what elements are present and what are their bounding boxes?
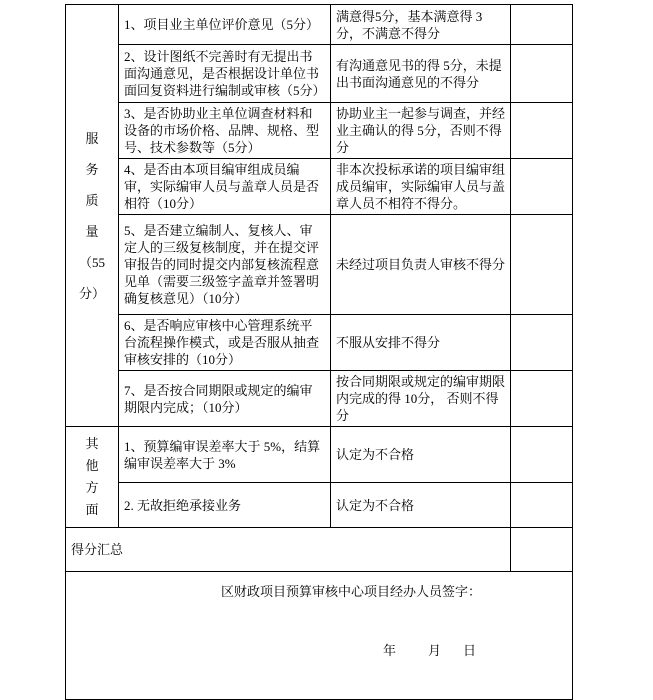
evaluation-table: [65, 4, 573, 700]
standard-cell: 认定为不合格: [331, 483, 511, 528]
score-cell[interactable]: [511, 5, 573, 45]
date-month-label: 月: [428, 643, 442, 658]
standard-cell: 认定为不合格: [331, 427, 511, 483]
criteria-cell: 2. 无故拒绝承接业务: [119, 483, 331, 528]
standard-cell: 协助业主一起参与调查，并经业主确认的得 5分，否则不得分: [331, 103, 511, 159]
signature-label: 区财政项目预算审核中心项目经办人员签字：: [221, 584, 482, 599]
criteria-cell: 1、预算编审误差率大于 5%，结算编审误差率大于 3%: [119, 427, 331, 483]
criteria-cell: 1、项目业主单位评价意见（5分）: [119, 5, 331, 45]
summary-label-cell: 得分汇总: [66, 528, 511, 572]
table-row: [66, 315, 573, 371]
standard-cell: 按合同期限或规定的编审期限内完成的得 10分， 否则不得分: [331, 371, 511, 427]
criteria-cell: 2、设计图纸不完善时有无提出书面沟通意见，是否根据设计单位书面回复资料进行编制或审核（5分）: [119, 45, 331, 103]
standard-cell: 未经过项目负责人审核不得分: [331, 215, 511, 315]
category-char: 服: [85, 130, 99, 146]
score-cell[interactable]: [511, 315, 573, 371]
score-cell[interactable]: [511, 427, 573, 483]
category-char: 其: [85, 436, 99, 451]
category-char: 务: [85, 161, 99, 177]
category-vertical-label: [71, 433, 113, 521]
date-day-label: 日: [463, 643, 477, 658]
criteria-cell: 5、是否建立编制人、复核人、审定人的三级复核制度，并在提交评审报告的同时提交内部复核流程意见单（需要三级签字盖章并签署明确复核意见）（10分）: [119, 215, 331, 315]
score-cell[interactable]: [511, 45, 573, 103]
category-char: 量: [85, 223, 99, 239]
date-year-label: 年: [383, 643, 397, 658]
standard-cell: 有沟通意见书的得 5分，未提出书面沟通意见的不得分: [331, 45, 511, 103]
criteria-cell: 3、是否协助业主单位调查材料和设备的市场价格、品牌、规格、型号、技术参数等（5分）: [119, 103, 331, 159]
category-char: 分）: [78, 285, 105, 301]
table-row: [66, 427, 573, 483]
table-row: [66, 103, 573, 159]
form-sheet: [65, 4, 573, 700]
signature-row: [66, 572, 573, 700]
category-char: 方: [85, 480, 99, 495]
table-row: [66, 159, 573, 215]
category-char: 他: [85, 458, 99, 473]
date-line: [383, 642, 476, 659]
table-row: [66, 5, 573, 45]
score-cell[interactable]: [511, 159, 573, 215]
category-char: （55: [78, 254, 105, 270]
standard-cell: 满意得5分，基本满意得 3分，不满意不得分: [331, 5, 511, 45]
table-row: [66, 45, 573, 103]
category-cell-other-aspects: [66, 427, 119, 528]
category-vertical-label: [71, 123, 113, 309]
category-char: 面: [85, 502, 99, 517]
criteria-cell: 4、是否由本项目编审组成员编审，实际编审人员与盖章人员是否相符（10分）: [119, 159, 331, 215]
score-cell[interactable]: [511, 103, 573, 159]
table-row: [66, 371, 573, 427]
signature-cell: [66, 572, 573, 700]
criteria-cell: 7、是否按合同期限或规定的编审期限内完成；（10分）: [119, 371, 331, 427]
score-cell[interactable]: [511, 215, 573, 315]
score-cell[interactable]: [511, 483, 573, 528]
standard-cell: 非本次投标承诺的项目编审组成员编审，实际编审人员与盖章人员不相符不得分。: [331, 159, 511, 215]
summary-row: [66, 528, 573, 572]
standard-cell: 不服从安排不得分: [331, 315, 511, 371]
table-row: [66, 483, 573, 528]
score-cell[interactable]: [511, 371, 573, 427]
criteria-cell: 6、是否响应审核中心管理系统平台流程操作模式，或是否服从抽查审核安排的（10分）: [119, 315, 331, 371]
table-row: [66, 215, 573, 315]
category-cell-service-quality: [66, 5, 119, 427]
category-char: 质: [85, 192, 99, 208]
summary-score-cell[interactable]: [511, 528, 573, 572]
